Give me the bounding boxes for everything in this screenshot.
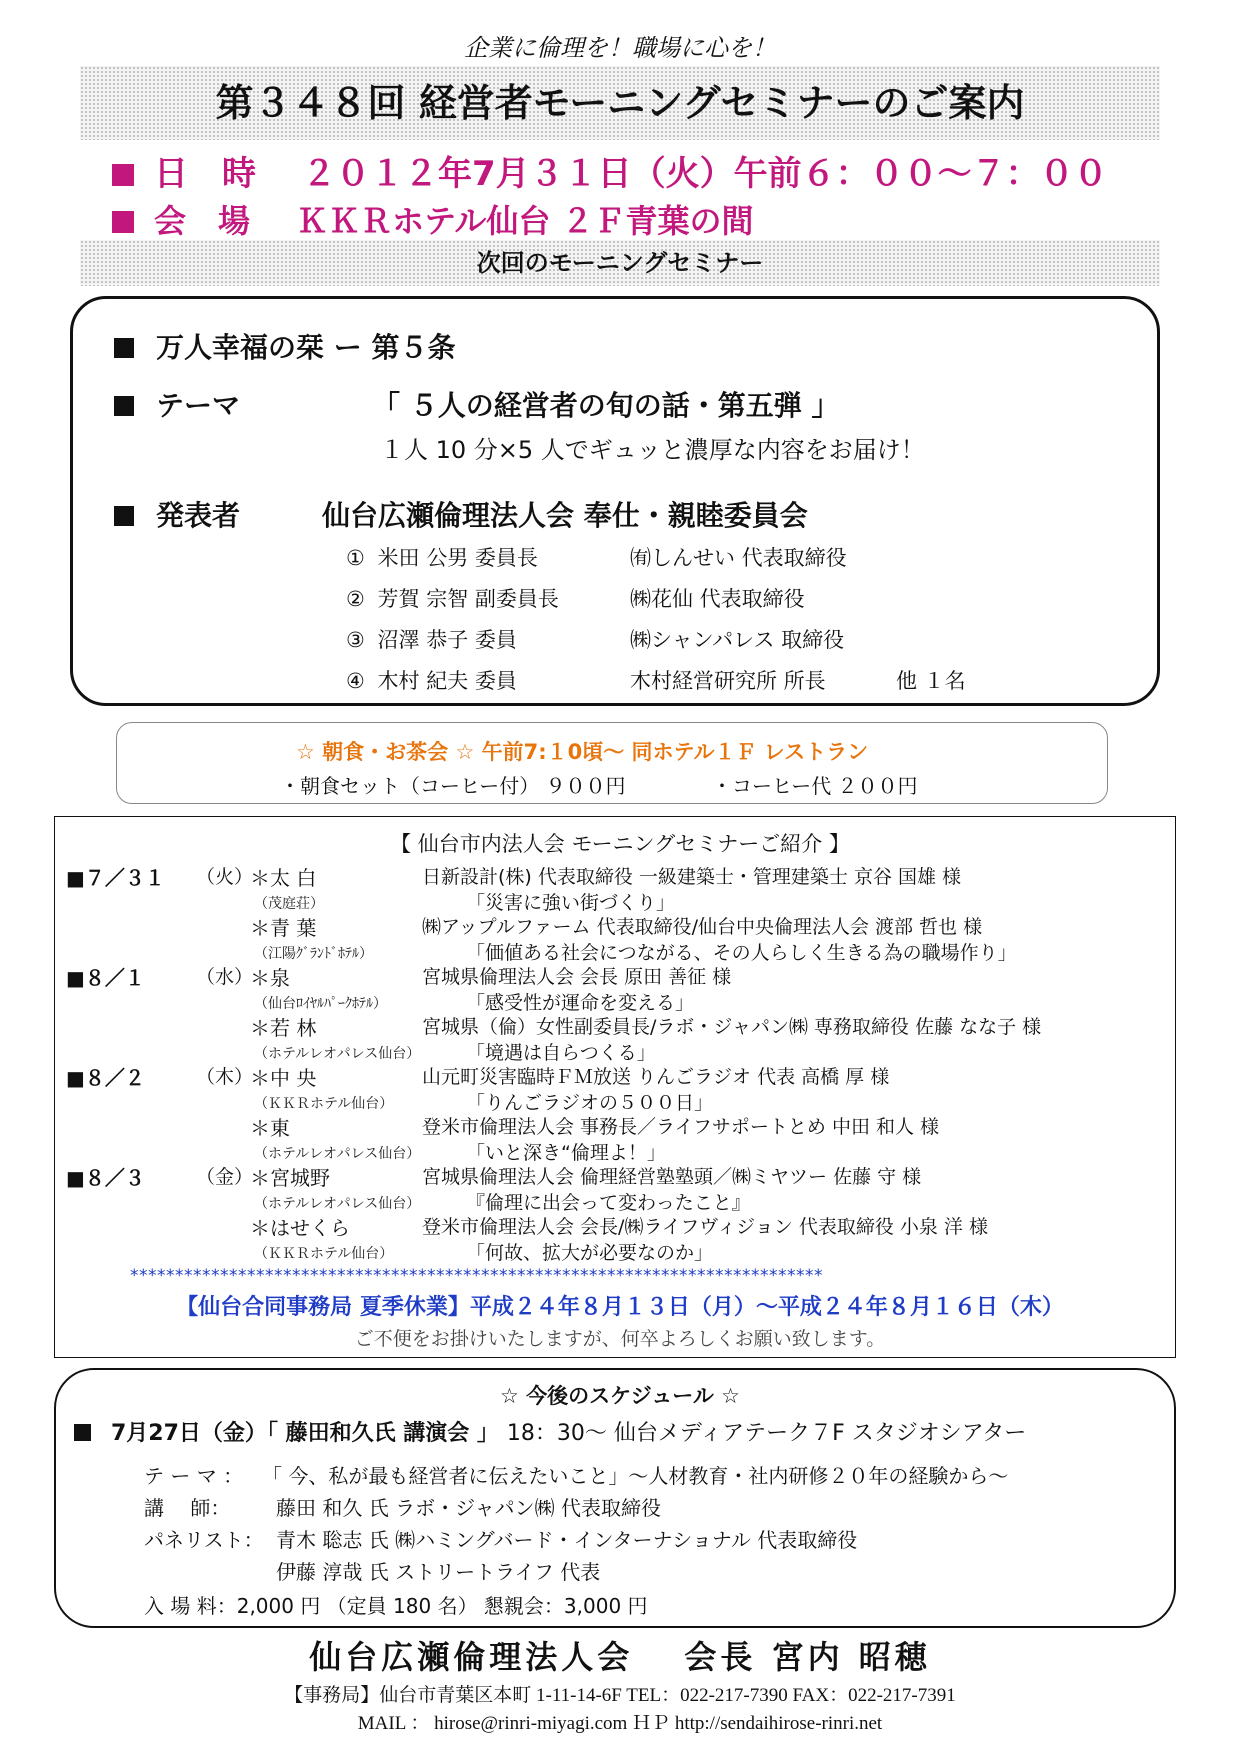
schedule-heading: ☆ 今後のスケジュール ☆ (499, 1384, 740, 1408)
venue-label: 会 場 (154, 202, 251, 240)
entry-date: ■８／３ (66, 1166, 145, 1190)
presenter-num: ④ (346, 669, 365, 693)
event-date: 7月27日（金） (111, 1421, 267, 1446)
theme-value: 「 ５人の経営者の旬の話・第五弾 」 (372, 389, 840, 422)
presenter-company: ㈱花仙 代表取締役 (630, 587, 805, 611)
event-time: 18：30～ 仙台メディアテーク７F スタジオシアター (506, 1421, 1027, 1446)
entry-topic: 「価値ある社会につながる、その人らしく生きる為の職場作り」 (466, 942, 1017, 964)
theme-sub: １人 10 分×5 人でギュッと濃厚な内容をお届け！ (380, 436, 925, 464)
presenter-company: 木村経営研究所 所長 (630, 669, 826, 693)
presenter-row (114, 494, 240, 534)
bullet-square-icon (74, 1424, 91, 1441)
presenter-company: ㈲しんせい 代表取締役 (630, 546, 847, 570)
venue-value: ＫＫＲホテル仙台 ２Ｆ青葉の間 (296, 202, 754, 240)
entry-venue: （茂庭荘） (254, 896, 324, 912)
entry-name: ＊東 (250, 1116, 290, 1140)
bullet-square-icon (112, 211, 134, 233)
theme-row (114, 384, 240, 424)
intro-heading: 【 仙台市内法人会 モーニングセミナーご紹介 】 (390, 832, 850, 856)
title-banner (80, 66, 1160, 140)
entry-name: ＊泉 (250, 966, 290, 990)
article-row (114, 326, 456, 366)
bullet-square-icon (114, 338, 134, 358)
entry-speaker: 宮城県倫理法人会 倫理経営塾塾頭／㈱ミヤツー 佐藤 守 様 (422, 1166, 922, 1188)
presenter-company: ㈱シャンパレス 取締役 (630, 628, 845, 652)
entry-name: ＊若 林 (250, 1016, 317, 1040)
breakfast-set-price: ・朝食セット（コーヒー付） ９００円 (280, 774, 626, 798)
schedule-theme-label: テ ー マ ： (144, 1464, 244, 1488)
slogan: 企業に倫理を！職場に心を！ (464, 34, 776, 62)
entry-speaker: 登米市倫理法人会 事務長／ライフサポートとめ 中田 和人 様 (422, 1116, 940, 1138)
presenter-item (346, 624, 517, 654)
entry-speaker: 宮城県（倫）女性副委員長/ラボ・ジャパン㈱ 専務取締役 佐藤 なな子 様 (422, 1016, 1042, 1038)
entry-day: （金） (196, 1166, 254, 1188)
entry-name: ＊青 葉 (250, 916, 317, 940)
entry-venue: （ホテルレオパレス仙台） (254, 1196, 421, 1212)
entry-venue: （江陽ｸﾞﾗﾝﾄﾞﾎﾃﾙ） (254, 946, 373, 962)
footer-contact: MAIL ： hirose@rinri-miyagi.com ＨＰ http://sendaihirose-rinri.net (357, 1713, 883, 1734)
presenter-org: 仙台広瀬倫理法人会 奉仕・親睦委員会 (322, 499, 808, 532)
panelist-label: パネリスト： (144, 1528, 264, 1552)
entry-speaker: 登米市倫理法人会 会長/㈱ライフヴィジョン 代表取締役 小泉 洋 様 (422, 1216, 988, 1238)
fee-text: 入 場 料：2,000 円 （定員 180 名） 懇親会：3,000 円 (144, 1594, 648, 1618)
presenter-item (346, 665, 517, 695)
venue-row (112, 196, 754, 242)
presenter-label: 発表者 (156, 499, 241, 532)
presenter-num: ① (346, 546, 365, 570)
presenter-name: 米田 公男 委員長 (377, 546, 538, 570)
datetime-row (112, 146, 1108, 195)
footer-office: 【事務局】仙台市青葉区本町 1-11-14-6F TEL：022-217-7390 FAX：022-217-7391 (284, 1685, 956, 1706)
presenter-name: 沼澤 恭子 委員 (377, 628, 517, 652)
entry-topic: 「感受性が運命を変える」 (466, 992, 695, 1014)
entry-day: （木） (196, 1066, 254, 1088)
presenter-extra: 他 １名 (896, 669, 966, 693)
panelist-1: 青木 聡志 氏 ㈱ハミングバード・インターナショナル 代表取締役 (276, 1528, 858, 1552)
datetime-value: ２０１２年7月３１日（火）午前６：００～７：００ (302, 154, 1108, 194)
schedule-theme-value: 「 今、私が最も経営者に伝えたいこと」～人材教育・社内研修２０年の経験から～ (262, 1464, 1009, 1488)
presenter-num: ③ (346, 628, 365, 652)
panelist-2: 伊藤 淳哉 氏 ストリートライフ 代表 (276, 1560, 601, 1584)
entry-venue: （仙台ﾛｲﾔﾙﾊﾟｰｸﾎﾃﾙ） (254, 996, 387, 1012)
footer-org: 仙台広瀬倫理法人会 会長 宮内 昭穂 (309, 1638, 931, 1676)
article-label: 万人幸福の栞 ー 第５条 (156, 331, 456, 364)
entry-day: （火） (196, 866, 254, 888)
datetime-label: 日 時 (154, 154, 256, 194)
entry-name: ＊太 白 (250, 866, 317, 890)
entry-name: ＊はせくら (250, 1216, 350, 1240)
entry-venue: （ホテルレオパレス仙台） (254, 1046, 421, 1062)
bullet-square-icon (114, 506, 134, 526)
entry-day: （水） (196, 966, 254, 988)
lecturer-label: 講 師： (144, 1496, 231, 1520)
entry-speaker: 日新設計(株) 代表取締役 一級建築士・管理建築士 京谷 国雄 様 (422, 866, 962, 888)
schedule-event-row (74, 1416, 1026, 1447)
lecturer-value: 藤田 和久 氏 ラボ・ジャパン㈱ 代表取締役 (276, 1496, 662, 1520)
entry-date: ■８／２ (66, 1066, 145, 1090)
entry-venue: （ＫＫＲホテル仙台） (254, 1246, 394, 1262)
event-title: 「 藤田和久氏 講演会 」 (266, 1421, 499, 1446)
entry-topic: 「いと深き“倫理よ！」 (466, 1142, 666, 1164)
entry-topic: 「災害に強い街づくり」 (466, 892, 676, 914)
bullet-square-icon (112, 164, 134, 186)
presenter-item (346, 583, 559, 613)
bullet-square-icon (114, 396, 134, 416)
entry-name: ＊中 央 (250, 1066, 317, 1090)
entry-venue: （ホテルレオパレス仙台） (254, 1146, 421, 1162)
entry-topic: 『倫理に出会って変わったこと』 (466, 1192, 751, 1214)
entry-venue: （ＫＫＲホテル仙台） (254, 1096, 394, 1112)
entry-date: ■８／１ (66, 966, 145, 990)
coffee-price: ・コーヒー代 ２００円 (712, 774, 918, 798)
entry-date: ■７／３１ (66, 866, 165, 890)
presenter-name: 木村 紀夫 委員 (377, 669, 517, 693)
entry-topic: 「境遇は自らつくる」 (466, 1042, 656, 1064)
apology-text: ご不便をお掛けいたしますが、何卒よろしくお願い致します。 (354, 1328, 886, 1350)
next-seminar-label: 次回のモーニングセミナー (476, 249, 764, 277)
presenter-name: 芳賀 宗智 副委員長 (377, 587, 559, 611)
entry-name: ＊宮城野 (250, 1166, 330, 1190)
presenter-num: ② (346, 587, 365, 611)
star-divider: ***************************************************************************** (130, 1266, 823, 1286)
entry-speaker: 宮城県倫理法人会 会長 原田 善征 様 (422, 966, 732, 988)
entry-topic: 「りんごラジオの５００日」 (466, 1092, 714, 1114)
breakfast-line1: ☆ 朝食・お茶会 ☆ 午前7:１0頃～ 同ホテル１Ｆ レストラン (296, 740, 869, 764)
page-title: 第３４８回 経営者モーニングセミナーのご案内 (215, 81, 1025, 125)
entry-topic: 「何故、拡大が必要なのか」 (466, 1242, 714, 1264)
entry-speaker: ㈱アップルファーム 代表取締役/仙台中央倫理法人会 渡部 哲也 様 (422, 916, 983, 938)
theme-label: テーマ (156, 389, 241, 422)
next-seminar-banner (80, 240, 1160, 286)
presenter-item (346, 542, 538, 572)
entry-speaker: 山元町災害臨時ＦＭ放送 りんごラジオ 代表 高橋 厚 様 (422, 1066, 890, 1088)
holiday-notice: 【仙台合同事務局 夏季休業】平成２４年８月１３日（月）～平成２４年８月１６日（木） (176, 1295, 1064, 1320)
